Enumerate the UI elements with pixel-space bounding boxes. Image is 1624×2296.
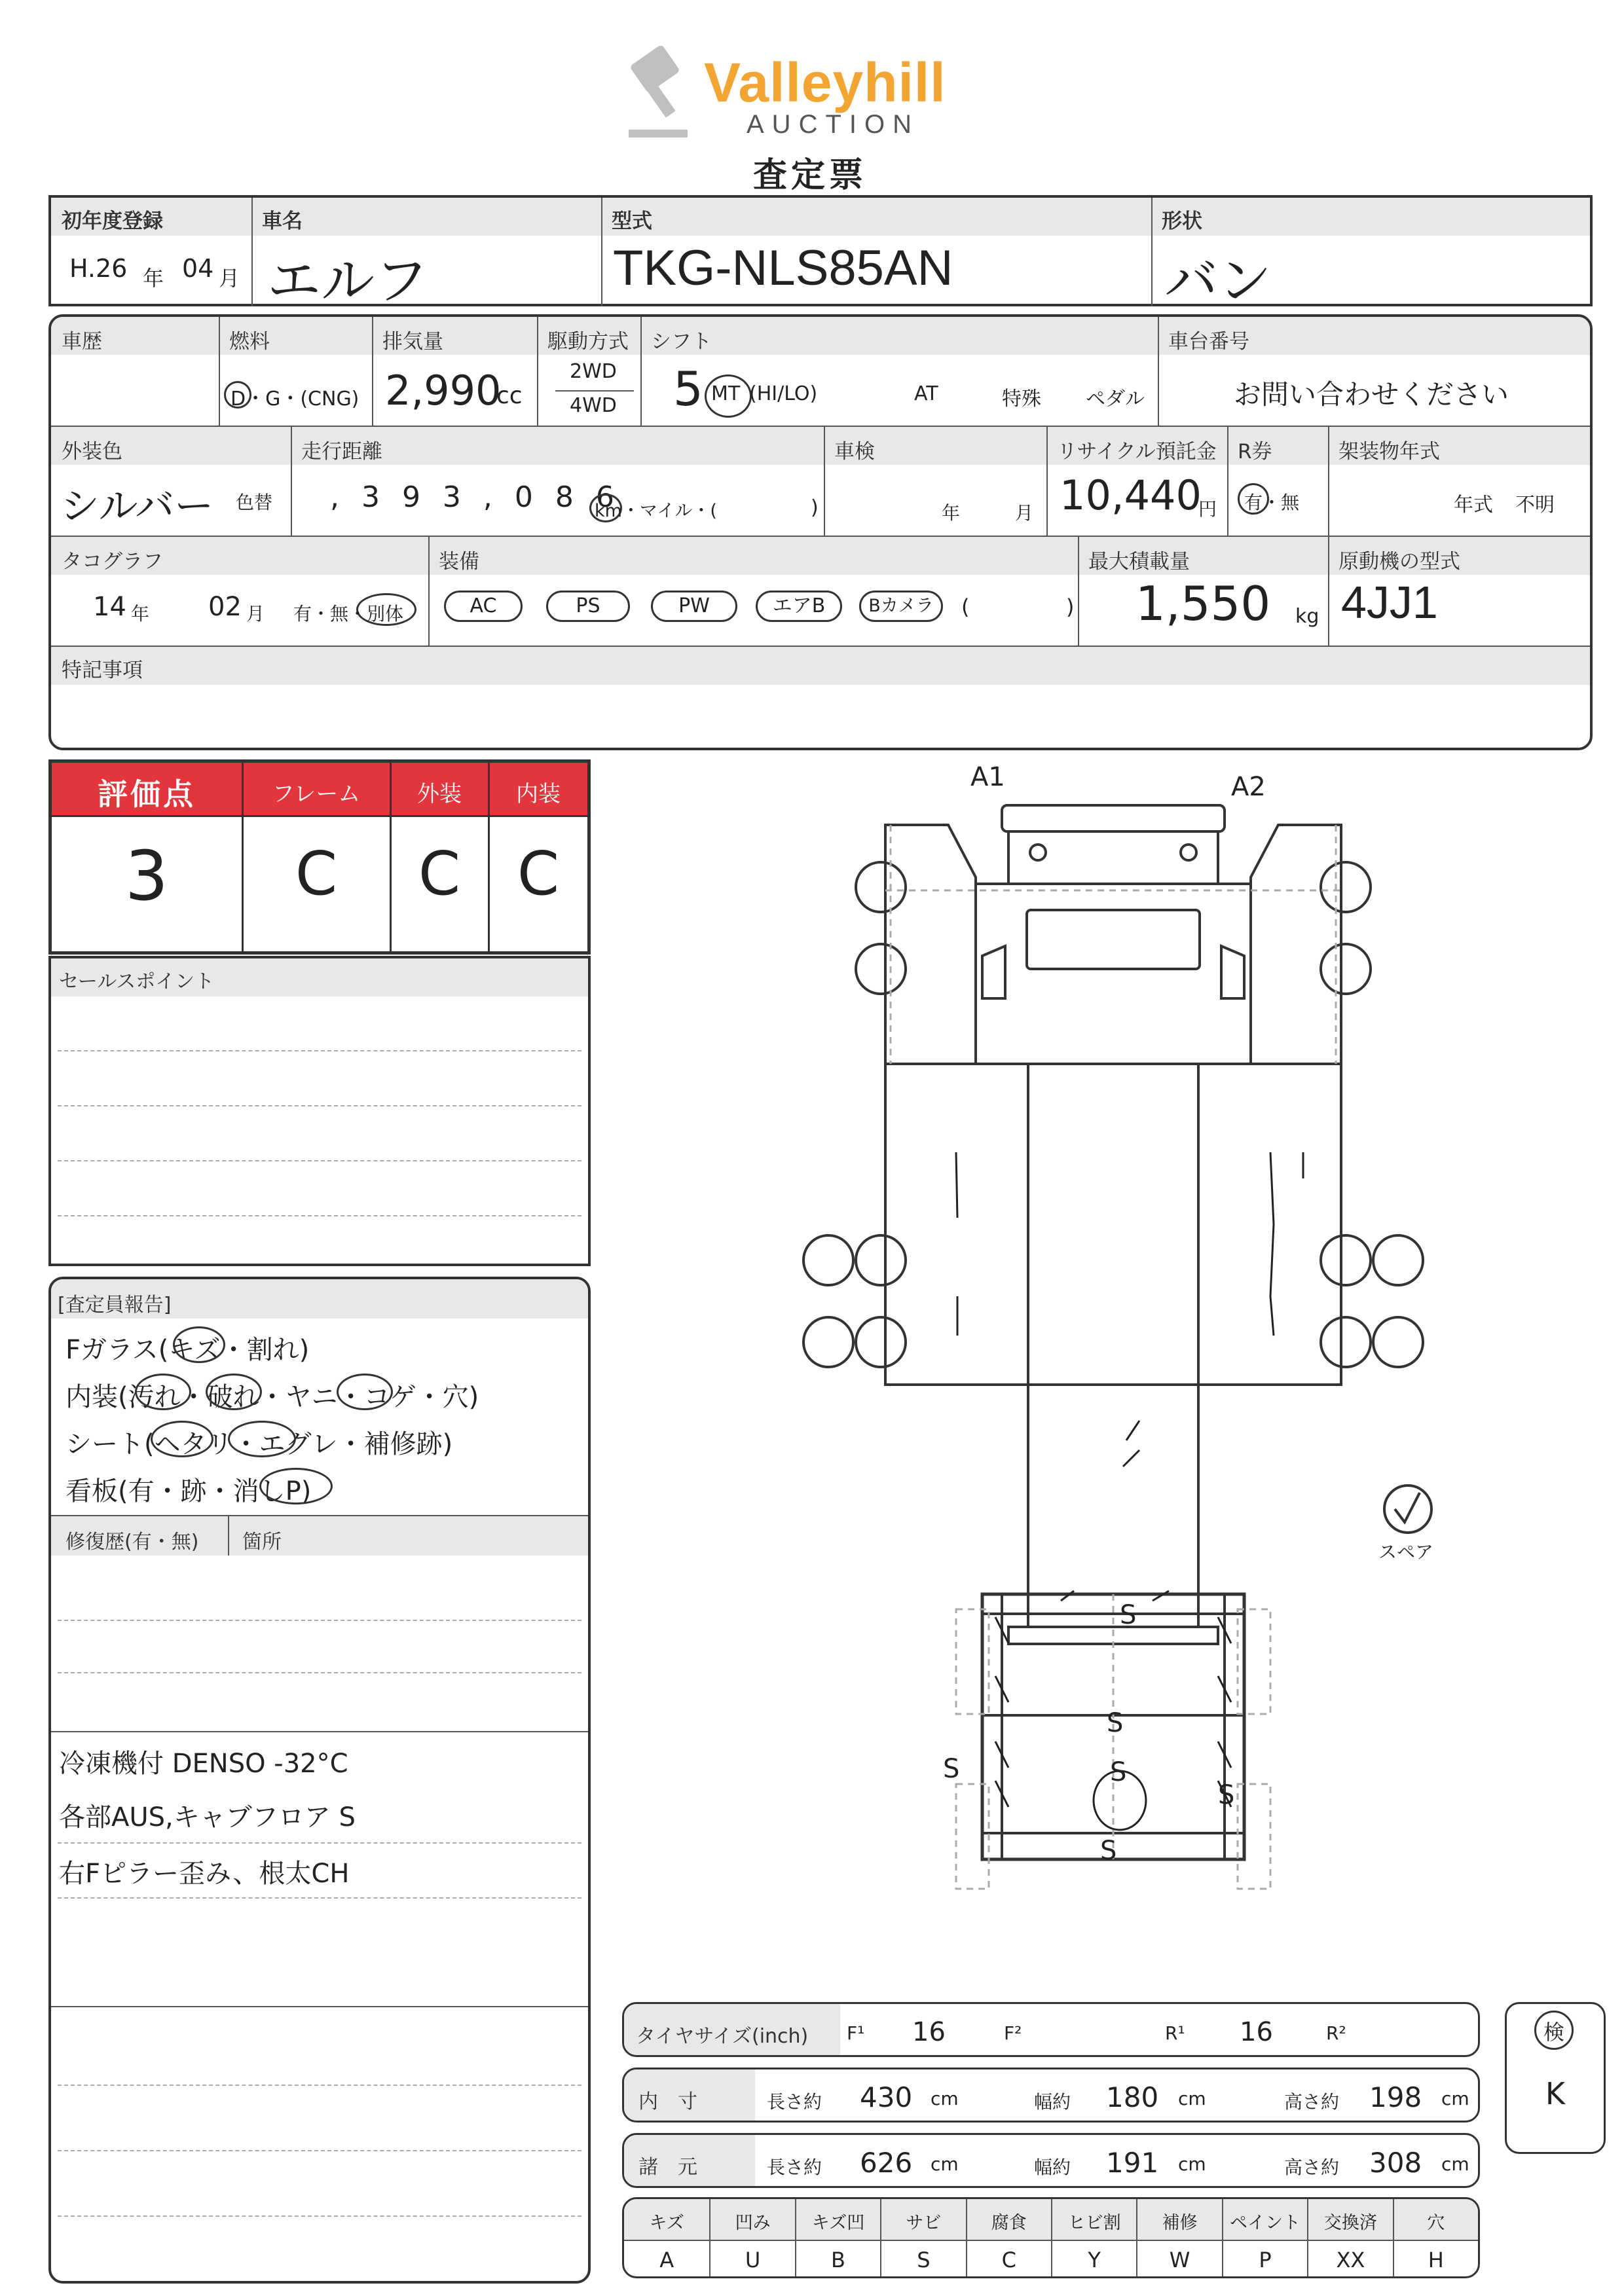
r-ticket-label: R券: [1238, 440, 1272, 464]
mark-a1: A1: [970, 762, 1005, 792]
damage-code-2: [709, 2199, 794, 2278]
tachograph-month-unit: 月: [246, 603, 265, 625]
tachograph-year: 14: [93, 592, 126, 622]
registration-month: 04: [182, 254, 214, 283]
inspector-line-glass: Fガラス(キズ・割れ): [65, 1335, 310, 1365]
model-code-value: TKG-NLS85AN: [613, 240, 953, 296]
inspection-mark-value: K: [1545, 2076, 1566, 2111]
vehicle-details-table: [48, 314, 1593, 750]
circle-keshi: [259, 1468, 333, 1504]
equipment-pw: PW: [651, 591, 737, 622]
mark-s-6: S: [1100, 1836, 1117, 1866]
damage-code-6: [1051, 2199, 1136, 2278]
spec-width-value: 191: [1106, 2147, 1159, 2179]
cab-front: [1008, 831, 1218, 884]
damage-code-name: 凹み: [735, 2213, 771, 2233]
inner-length-value: 430: [860, 2081, 913, 2113]
inspection-month-unit: 月: [1015, 502, 1034, 524]
tachograph-options: 有・無・別体: [293, 603, 404, 625]
equipment-ac: AC: [444, 591, 523, 622]
damage-code-letter: W: [1169, 2248, 1190, 2272]
equipment-label: 装備: [439, 550, 479, 574]
equipment-back-camera: Bカメラ: [859, 591, 943, 622]
exterior-color-value: シルバー: [60, 484, 214, 530]
inspector-line-signboard: 看板(有・跡・消しP): [65, 1476, 312, 1506]
damage-code-name: 腐食: [991, 2213, 1027, 2233]
remark-line-3: 右Fピラー歪み、根太CH: [59, 1859, 350, 1889]
circle-koge: [337, 1374, 393, 1410]
inner-length-label: 長さ約: [767, 2091, 822, 2113]
history-label: 車歴: [62, 330, 102, 354]
shift-gears: 5: [673, 361, 703, 416]
mileage-value: , 3 9 3 , 0 8 6: [330, 481, 621, 514]
mark-s-4: S: [1218, 1780, 1235, 1810]
remark-line-2: 各部AUS,キャブフロア S: [59, 1802, 356, 1832]
tire-size-row: [622, 2002, 1480, 2057]
drive-label: 駆動方式: [547, 330, 629, 354]
score-interior: C: [517, 839, 560, 909]
damage-code-5: [966, 2199, 1051, 2278]
tachograph-label: タコグラフ: [62, 550, 163, 574]
mark-s-2: S: [1107, 1708, 1124, 1738]
frame-rails: [1028, 1064, 1198, 1627]
tire-r1-label: R¹: [1165, 2022, 1185, 2044]
spec-dimensions-label: 諸 元: [638, 2156, 697, 2179]
shift-label: シフト: [651, 330, 712, 354]
car-name-value: エルフ: [267, 250, 429, 312]
spec-length-label: 長さ約: [767, 2157, 822, 2178]
gavel-icon: [622, 46, 701, 144]
shift-at: AT: [914, 382, 938, 405]
tire-f1-label: F¹: [847, 2022, 865, 2044]
repair-place-label: 箇所: [242, 1531, 282, 1554]
recycle-fee-value: 10,440: [1060, 471, 1202, 519]
damage-code-letter: P: [1259, 2248, 1272, 2272]
drive-4wd: 4WD: [570, 394, 617, 417]
displacement-label: 排気量: [382, 330, 443, 354]
engine-model-value: 4JJ1: [1341, 577, 1438, 628]
body-year-value: 不明: [1515, 494, 1555, 517]
r-ticket-value: 有・無: [1244, 492, 1300, 513]
damage-code-3: [795, 2199, 880, 2278]
inner-height-unit: cm: [1441, 2088, 1469, 2109]
cab-outline: [885, 825, 976, 1064]
damage-code-letter: XX: [1336, 2248, 1365, 2272]
shift-mt: MT: [711, 382, 741, 405]
first-registration-label: 初年度登録: [62, 210, 163, 233]
damage-code-8: [1222, 2199, 1307, 2278]
spec-width-unit: cm: [1178, 2153, 1206, 2175]
spec-length-unit: cm: [931, 2153, 959, 2175]
inner-length-unit: cm: [931, 2088, 959, 2109]
damage-code-name: サビ: [906, 2213, 942, 2233]
equipment-paren-open: (: [961, 594, 970, 619]
mileage-unit-close: ): [811, 496, 819, 519]
brand-name: Valleyhill: [704, 52, 946, 113]
score-overall: 3: [124, 836, 169, 916]
logo: [622, 46, 989, 151]
spec-dimensions-row: [622, 2133, 1480, 2188]
tire-r2-label: R²: [1326, 2022, 1346, 2044]
engine-hatch: [1027, 910, 1200, 969]
circle-kizu: [173, 1326, 225, 1363]
score-label-interior: 内装: [516, 781, 561, 807]
score-label-exterior: 外装: [417, 781, 462, 807]
registration-year-unit: 年: [143, 266, 164, 291]
equipment-ps: PS: [546, 591, 630, 622]
damage-code-1: [624, 2199, 709, 2278]
displacement-value: 2,990: [385, 367, 502, 414]
spec-length-value: 626: [860, 2147, 913, 2179]
score-exterior: C: [418, 839, 461, 909]
registration-era: H.26: [69, 254, 128, 283]
circle-yabure: [206, 1374, 262, 1410]
mark-a2: A2: [1231, 772, 1266, 802]
fuel-options: D・G・(CNG): [231, 388, 360, 410]
circle-egure: [228, 1421, 296, 1457]
exterior-color-label: 外装色: [62, 440, 122, 464]
damage-code-name: ペイント: [1229, 2213, 1301, 2233]
inspection-mark-box: [1505, 2002, 1606, 2154]
inspector-report-box: [48, 1277, 591, 2284]
drive-2wd: 2WD: [570, 360, 617, 383]
damage-code-legend: [622, 2197, 1480, 2278]
inner-dimensions-label: 内 寸: [638, 2090, 697, 2113]
circle-hetari: [151, 1421, 213, 1457]
damage-code-letter: S: [917, 2248, 931, 2272]
sales-point-label: セールスポイント: [59, 970, 215, 993]
equipment-airbag: エアB: [756, 591, 842, 622]
score-frame: C: [295, 839, 338, 909]
damage-code-letter: A: [659, 2248, 674, 2272]
body-shape-label: 形状: [1162, 210, 1202, 233]
shift-pedal: ペダル: [1086, 388, 1145, 410]
spec-height-label: 高さ約: [1284, 2157, 1340, 2178]
mark-s-1: S: [1120, 1600, 1137, 1630]
tachograph-year-unit: 年: [131, 603, 150, 625]
shift-hilo: (HI/LO): [749, 382, 818, 405]
mileage-unit: km・マイル・(: [595, 501, 717, 521]
registration-month-unit: 月: [219, 266, 240, 291]
equipment-paren-close: ): [1066, 594, 1075, 619]
damage-code-name: ヒビ割: [1067, 2213, 1121, 2233]
tire-size-label: タイヤサイズ(inch): [636, 2025, 809, 2048]
damage-code-10: [1393, 2199, 1478, 2278]
spec-height-unit: cm: [1441, 2153, 1469, 2175]
spare-circle: [1384, 1485, 1431, 1533]
tire-f2-label: F²: [1004, 2022, 1022, 2044]
model-code-label: 型式: [612, 210, 652, 233]
inner-width-value: 180: [1106, 2081, 1159, 2113]
damage-code-name: 補修: [1162, 2213, 1198, 2233]
max-load-label: 最大積載量: [1088, 550, 1190, 574]
car-name-label: 車名: [262, 210, 303, 233]
fuel-label: 燃料: [229, 330, 270, 354]
inner-dimensions-row: [622, 2068, 1480, 2123]
inspection-label: 車検: [834, 440, 875, 464]
inner-width-unit: cm: [1178, 2088, 1206, 2109]
tachograph-month: 02: [208, 592, 242, 622]
inspector-report-label: [査定員報告]: [58, 1294, 172, 1317]
recycle-fee-label: リサイクル預託金: [1057, 440, 1217, 464]
tire-r1-value: 16: [1240, 2017, 1273, 2047]
document-title: 査定票: [753, 156, 868, 195]
shift-special: 特殊: [1002, 388, 1041, 410]
spec-height-value: 308: [1369, 2147, 1422, 2179]
damage-code-name: 交換済: [1323, 2213, 1377, 2233]
mark-s-3: S: [943, 1754, 960, 1784]
front-bumper: [1002, 805, 1225, 831]
score-label-overall: 評価点: [98, 776, 196, 812]
color-change: 色替: [236, 492, 273, 513]
damage-code-name: キズ: [649, 2213, 684, 2233]
chassis-number-value: お問い合わせください: [1234, 378, 1509, 410]
spare-label: スペア: [1378, 1541, 1434, 1563]
displacement-unit: cc: [496, 382, 523, 409]
sales-point-box: [48, 956, 591, 1266]
inspector-line-interior: 内装(汚れ・破れ・ヤニ・コゲ・穴): [65, 1382, 479, 1412]
score-box: [48, 759, 591, 955]
inner-height-label: 高さ約: [1284, 2091, 1340, 2113]
engine-model-label: 原動機の型式: [1338, 550, 1460, 574]
inspection-year-unit: 年: [942, 502, 961, 524]
damage-code-letter: B: [831, 2248, 845, 2272]
recycle-fee-unit: 円: [1198, 498, 1217, 520]
inner-width-label: 幅約: [1034, 2091, 1071, 2113]
repair-history-label: 修復歴(有・無): [65, 1531, 199, 1554]
body-year-prefix: 年式: [1454, 494, 1493, 517]
brand-sub: AUCTION: [747, 110, 919, 139]
inner-height-value: 198: [1369, 2081, 1422, 2113]
score-label-frame: フレーム: [272, 781, 361, 807]
damage-code-9: [1307, 2199, 1392, 2278]
damage-code-name: キズ凹: [811, 2213, 865, 2233]
special-notes-label: 特記事項: [62, 659, 143, 682]
damage-code-7: [1136, 2199, 1221, 2278]
remark-line-1: 冷凍機付 DENSO -32°C: [59, 1749, 348, 1779]
damage-code-letter: C: [1001, 2248, 1016, 2272]
chassis-number-label: 車台番号: [1168, 330, 1249, 354]
damage-code-letter: H: [1428, 2248, 1444, 2272]
damage-code-letter: Y: [1088, 2248, 1101, 2272]
max-load-unit: kg: [1295, 605, 1320, 628]
mark-s-5: S: [1110, 1757, 1127, 1787]
damage-code-4: [880, 2199, 965, 2278]
circle-yogore: [135, 1374, 191, 1410]
spec-width-label: 幅約: [1034, 2157, 1071, 2178]
vehicle-damage-diagram: [786, 759, 1506, 1990]
inspector-line-seat: シート(ヘタリ・エグレ・補修跡): [65, 1429, 453, 1459]
damage-code-letter: U: [745, 2248, 761, 2272]
cab-outline-right: [1251, 825, 1341, 1064]
basic-info-table: [48, 195, 1593, 312]
body-shape-value: バン: [1164, 250, 1272, 312]
max-load-value: 1,550: [1135, 576, 1271, 631]
body-year-label: 架装物年式: [1338, 440, 1440, 464]
mileage-label: 走行距離: [301, 440, 382, 464]
damage-code-name: 穴: [1427, 2213, 1445, 2233]
tire-f1-value: 16: [912, 2017, 946, 2047]
inspection-mark-label: 検: [1543, 2020, 1564, 2045]
